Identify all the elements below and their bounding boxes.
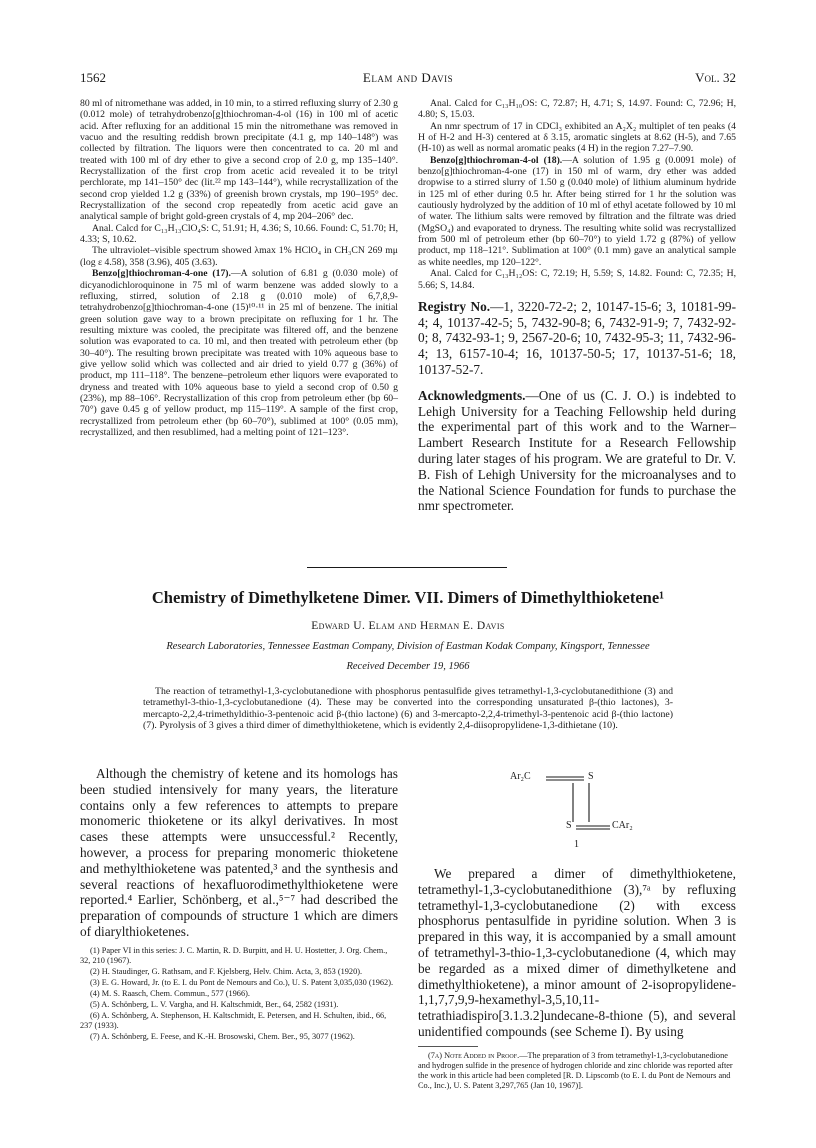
- acknowledgments-paragraph: Acknowledgments.—One of us (C. J. O.) is indebted to Lehigh University for a Teaching Fellowship held during the experimental part of this work and to the Warner–Lambert Research Institute for a Research Fellowship during later stages of his program. We are grateful to Dr. V. B. Fish of Lehigh University for the microanalyses and to the National Science Foundation for funds to purchase the nmr spectrometer.: [418, 387, 736, 514]
- article-abstract: The reaction of tetramethyl-1,3-cyclobutanedione with phosphorus pentasulfide gives tetramethyl-1,3-cyclobutanedithione (3) and tetramethyl-3-thio-1,3-cyclobutanedione (4). These may be converted into the corresponding unsaturated β-(thio lactones), 3-mercapto-2,2,4-trimethyldithio-3-pentenoic acid β-(thio lactone) (6) and 3-mercapto-2,2,4-trimethyl-3-pentenoic acid β-(thio lactone) (7). Pyrolysis of 3 gives a third dimer of dimethylthioketene, which is evidently 2,4-diisopropylidene-1,3-dithietane (10).: [143, 686, 673, 732]
- structure-1-diagram: [510, 769, 650, 857]
- structure-number: 1: [574, 839, 579, 850]
- compound-heading: Benzo[g]thiochroman-4-ol (18).: [430, 154, 563, 166]
- footnotes: [418, 1051, 736, 1091]
- section-divider: [307, 567, 507, 568]
- footnote: (2) H. Staudinger, G. Rathsam, and F. Kjelsberg, Helv. Chim. Acta, 3, 853 (1920).: [90, 966, 363, 976]
- experimental-paragraph: Benzo[g]thiochroman-4-ol (18).—A solution of 1.95 g (0.0091 mole) of benzo[g]thiochroman-4-one (17) in 150 ml of warm, dry ether was added dropwise to a stirred slurry of 1.50 g (0.040 mole) of lithium aluminum hydride in 125 ml of ether during 0.5 hr. After being stirred for 1 hr the solution was cautiously hydrolyzed by the addition of 10 ml of ethyl acetate followed by 10 ml of water. The lithium salts were removed by filtration and the filtrate was dried (MgSO₄) and evaporated to dryness. The resulting white solid was recrystallized from 500 ml of petroleum ether (bp 60–70°) to yield 1.72 g (87%) of yellow product, mp 118–121°. Sublimation at 100° (0.1 mm) gave an analytical sample as white needles, mp 120–122°.: [418, 154, 736, 268]
- experimental-paragraph: Benzo[g]thiochroman-4-one (17).—A solution of 6.81 g (0.030 mole) of dicyanodichloroquinone in 75 ml of warm benzene was added slowly to a refluxing, stirred, solution of 2.18 g (0.010 mole) of 6,7,8,9-tetrahydrobenzo[g]thiochroman-4-one (15)¹⁰·¹¹ in 25 ml of benzene. The initial green solution gave way to a brown precipitate on refluxing for 1 hr. The resulting mixture was cooled, the precipitate was filtered off, and the benzene solution was evaporated to ca. 10 ml, and then treated with petroleum ether (bp 30–40°). The resulting brown precipitate was treated with 10% aqueous base to give yellow solid which was collected and air dried to yield 0.77 g (36%) of product, mp 111–118°. The benzene–petroleum ether liquors were evaporated to dryness and treated with 10% aqueous base to yield a second crop of 0.50 g (23%), mp 88–106°. Recrystallization of this crop from petroleum ether (bp 60–70°) gave 0.45 g of yellow product, mp 115–119°. A sample of the first crop, recrystallized from petroleum ether (bp 60–70°), sublimed at 100° (0.05 mm), recrystallized, and then resublimed, had a melting point of 121–123°.: [80, 268, 398, 438]
- experimental-left-column: [80, 98, 398, 438]
- footnote-rule: [418, 1046, 478, 1047]
- footnote: (4) M. S. Raasch, Chem. Commun., 577 (1966).: [90, 988, 250, 998]
- footnote: (3) E. G. Howard, Jr. (to E. I. du Pont de Nemours and Co.), U. S. Patent 3,035,030 (1962).: [90, 977, 394, 987]
- footnote: (6) A. Schönberg, A. Stephenson, H. Kaltschmidt, E. Petersen, and H. Schulten, ibid., 66, 237 (1933).: [80, 1010, 387, 1030]
- compound-heading: Benzo[g]thiochroman-4-one (17).: [92, 268, 231, 280]
- acknowledgments-heading: Acknowledgments.: [418, 387, 526, 403]
- nmr-paragraph: An nmr spectrum of 17 in CDCl₃ exhibited an A₂X₂ multiplet of ten peaks (4 H of H-2 and H-3) centered at δ 3.15, aromatic singlets at 8.62 (H-5), and 7.65 (H-10) as well as normal aromatic peaks (4 H) in the region 7.27–7.90.: [418, 120, 736, 155]
- experimental-right-column: [418, 98, 736, 524]
- body-paragraph: We prepared a dimer of dimethylthioketene, tetramethyl-1,3-cyclobutanedithione (3),⁷ᵃ by refluxing tetramethyl-1,3-cyclobutanedione (2) with excess phosphorus pentasulfide in pyridine solution. When 3 is prepared in this way, it is accompanied by a small amount of tetramethyl-3-thio-1,3-cyclobutanedione (4, which may be regarded as a mixed dimer of dimethylketene and dimethylthioketene), a minor amount of 2-isopropylidene-1,1,7,7,9,9-hexamethyl-3,5,10,11-tetrathiadispiro[3.1.3.2]undecane-8-thione (5), and several unidentified compounds (see Scheme I). By using: [418, 866, 736, 1039]
- footnotes: [80, 946, 398, 1042]
- structure-label: S: [588, 771, 594, 782]
- experimental-paragraph: 80 ml of nitromethane was added, in 10 min, to a stirred refluxing slurry of 2.30 g (0.012 mole) of tetrahydrobenzo[g]thiochroman-4-ol (16) in 100 ml of acetic acid. After refluxing for an additional 15 min the nitromethane was removed in vacuo and the resulting reddish brown precipitate (4.1 g, mp 140–148°) was collected by filtration. The liquors were then concentrated to ca. 20 ml and treated with 100 ml of dry ether to give a second crop of 2.0 g, mp 135–140°. Recrystallization of the first crop from acetic acid revealed it to be trityl perchlorate, mp 141–150° dec (lit.²² mp 143–144°), while recrystallization of the second crop yielded 1.2 g (33%) of greenish brown crystals, mp 190–195° dec. Recrystallization of the second crop repeatedly from acetic acid gave an analytical sample of bright gold-green crystals of 4, mp 204–206° dec.: [80, 98, 398, 223]
- article-title: Chemistry of Dimethylketene Dimer. VII. Dimers of Dimethylthioketene¹: [151, 588, 665, 607]
- body-left-column: [80, 766, 398, 1043]
- running-head: Elam and Davis: [362, 70, 454, 85]
- article-authors: Edward U. Elam and Herman E. Davis: [311, 620, 505, 632]
- structure-label: S: [566, 820, 572, 831]
- received-date: Received December 19, 1966: [346, 661, 470, 672]
- footnote: (7a) Note Added in Proof.—The preparation of 3 from tetramethyl-1,3-cyclobutanedione and hydrogen sulfide in the presence of hydrogen chloride and zinc chloride was reported after the work in this article had been completed [R. D. Lipscomb (to E. I. du Pont de Nemours and Co., Inc.), U. S. Patent 3,297,765 (Jan 10, 1967)].: [418, 1050, 733, 1090]
- structure-label: CAr₂: [612, 820, 633, 831]
- article-affiliation: Research Laboratories, Tennessee Eastman Company, Division of Eastman Kodak Company, Kingsport, Tennessee: [166, 641, 650, 652]
- analysis-paragraph: Anal. Calcd for C₁₃H₁₂OS: C, 72.19; H, 5.59; S, 14.82. Found: C, 72.35; H, 5.66; S, 14.84.: [418, 268, 736, 291]
- analysis-paragraph: Anal. Calcd for C₁₃H₁₃ClO₄S: C, 51.91; H, 4.36; S, 10.66. Found: C, 51.70; H, 4.33; S, 10.62.: [80, 222, 398, 246]
- volume-label: Vol. 32: [695, 70, 736, 85]
- footnote-heading: (7a) Note Added in Proof.: [428, 1050, 520, 1060]
- registry-paragraph: Registry No.—1, 3220-72-2; 2, 10147-15-6; 3, 10181-99-4; 4, 10137-42-5; 5, 7432-90-8; 6, 7432-91-9; 7, 7432-92-0; 8, 7432-93-1; 9, 2567-20-6; 10, 7432-95-3; 11, 7432-96-4; 13, 6157-10-4; 16, 10137-50-5; 17, 10137-51-6; 18, 10137-52-7.: [418, 298, 736, 378]
- dithietane-ring: [510, 769, 650, 857]
- spectrum-paragraph: The ultraviolet–visible spectrum showed λmax 1% HClO₄ in CH₃CN 269 mμ (log ε 4.58), 358 (3.96), 405 (3.63).: [80, 245, 398, 268]
- structure-label: Ar₂C: [510, 771, 531, 782]
- registry-heading: Registry No.: [418, 298, 491, 314]
- footnote: (5) A. Schönberg, L. V. Vargha, and H. Kaltschmidt, Ber., 64, 2582 (1931).: [90, 999, 339, 1009]
- page-header: [80, 70, 736, 88]
- analysis-paragraph: Anal. Calcd for C₁₃H₁₀OS: C, 72.87; H, 4.71; S, 14.97. Found: C, 72.96; H, 4.80; S, 15.03.: [418, 98, 736, 121]
- page-number: 1562: [80, 70, 106, 85]
- body-right-column: [418, 866, 736, 1092]
- body-paragraph: Although the chemistry of ketene and its homologs has been studied intensively for many years, the literature contains only a few references to attempts to prepare monomeric thioketene or its alkyl derivatives. In most cases these attempts were unsuccessful.² Recently, however, a process for preparing monomeric thioketene and methylthioketene was patented,³ and the synthesis and several reactions of hexafluorodimethylthioketene were reported.⁴ Earlier, Schönberg, et al.,⁵⁻⁷ had described the preparation of compounds of structure 1 which are dimers of diarylthioketenes.: [80, 766, 398, 939]
- footnote: (1) Paper VI in this series: J. C. Martin, R. D. Burpitt, and H. U. Hostetter, J. Org. Chem., 32, 210 (1967).: [80, 945, 388, 965]
- footnote: (7) A. Schönberg, E. Feese, and K.-H. Brosowski, Chem. Ber., 95, 3077 (1962).: [90, 1031, 355, 1041]
